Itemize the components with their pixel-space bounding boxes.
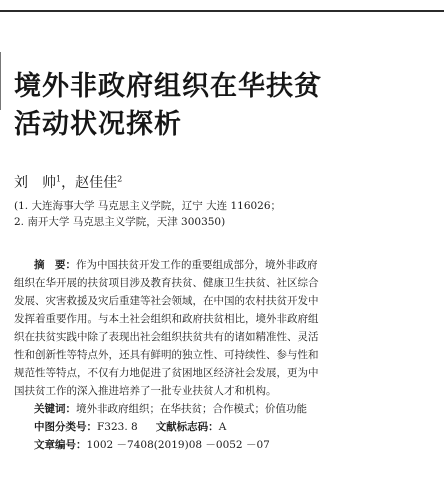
author-name: 刘 帅: [14, 175, 56, 191]
abstract-line: 国扶贫工作的深入推进培养了一批专业扶贫人才和机构。: [14, 385, 277, 397]
keywords-value: 境外非政府组织；在华扶贫；合作模式；价值功能: [76, 403, 307, 415]
abstract-label: 摘 要：: [34, 259, 76, 271]
author-line: [14, 172, 122, 192]
author-affiliation-mark: 1: [56, 174, 62, 184]
article-number-value: 1002 －7408(2019)08 －0052 －07: [86, 439, 270, 451]
abstract: [14, 256, 434, 400]
clc-value: F323. 8: [97, 421, 138, 433]
top-rule: [0, 10, 444, 12]
affiliation-1: (1. 大连海事大学 马克思主义学院，辽宁 大连 116026；: [14, 200, 282, 212]
clc-label: 中图分类号：: [34, 421, 97, 433]
abstract-line: [14, 256, 434, 274]
keywords: [34, 400, 434, 418]
article-number-line: [34, 436, 434, 454]
keywords-label: 关键词：: [34, 403, 76, 415]
abstract-line: 发展、灾害救援及灾后重建等社会领域，在中国的农村扶贫开发中: [14, 295, 319, 307]
abstract-line: 组织在华开展的扶贫项目涉及教育扶贫、健康卫生扶贫、社区综合: [14, 277, 319, 289]
abstract-line: 发挥着重要作用。与本土社会组织和政府扶贫相比，境外非政府组: [14, 313, 319, 325]
author-separator: ，: [61, 175, 76, 191]
title-line-2: 活动状况探析: [14, 109, 182, 140]
document-code-value: A: [218, 421, 227, 433]
article-number-label: 文章编号：: [34, 439, 87, 451]
affiliation-2: 2. 南开大学 马克思主义学院，天津 300350): [14, 216, 226, 228]
abstract-line: 规范性等特点，不仅有力地促进了贫困地区经济社会发展，更为中: [14, 367, 319, 379]
abstract-line: 性和创新性等特点外，还具有鲜明的独立性、可持续性、参与性和: [14, 349, 319, 361]
author-affiliation-mark: 2: [117, 174, 123, 184]
classification-line: [34, 418, 434, 436]
title-line-1: 境外非政府组织在华扶贫: [14, 71, 322, 102]
article-title: [14, 68, 434, 144]
abstract-line: 织在扶贫实践中除了表现出社会组织扶贫共有的诸如精准性、灵活: [14, 331, 319, 343]
abstract-text: 作为中国扶贫开发工作的重要组成部分，境外非政府: [76, 259, 318, 271]
document-code-label: 文献标志码：: [155, 421, 219, 433]
author-name: 赵佳佳: [75, 175, 118, 191]
margin-line: [0, 52, 1, 110]
